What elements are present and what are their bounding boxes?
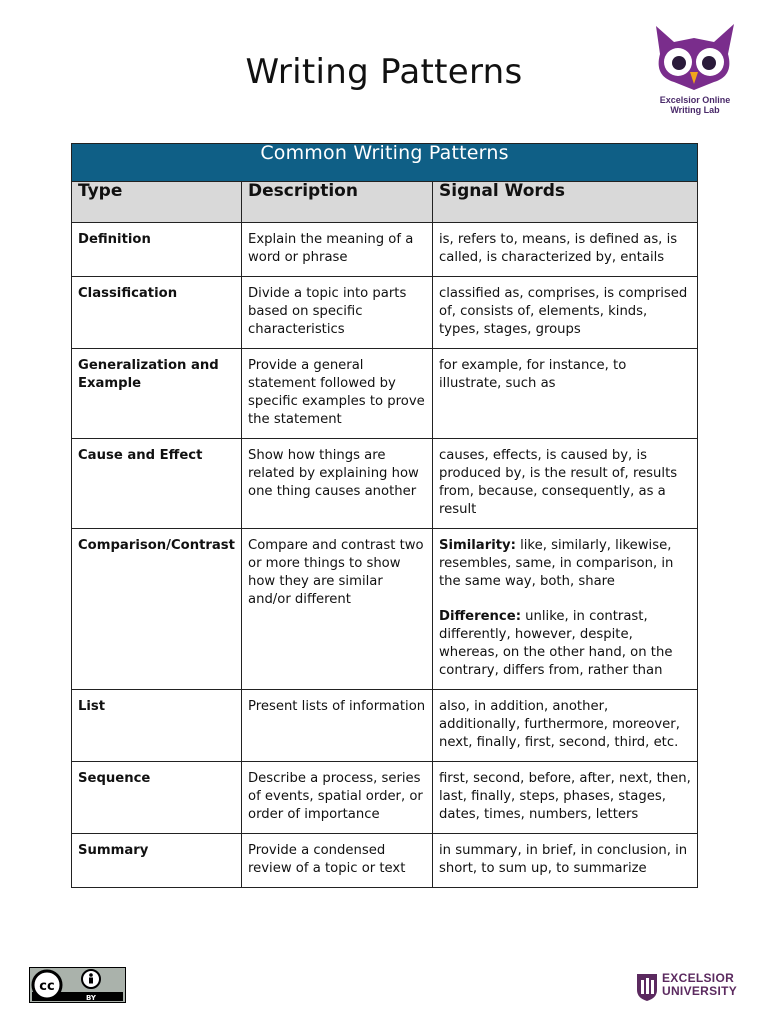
difference-words: unlike, in contrast, differently, however, despite, whereas, on the other hand, on the contrary, differs from, rather than — [439, 609, 673, 678]
table-row — [72, 762, 698, 834]
difference-paragraph — [439, 608, 691, 680]
signal-words-cell: causes, effects, is caused by, is produced by, is the result of, results from, because, consequently, as a result — [433, 439, 698, 529]
table-row — [72, 439, 698, 529]
table-row — [72, 349, 698, 439]
table-row — [72, 277, 698, 349]
description-cell: Divide a topic into parts based on specific characteristics — [242, 277, 433, 349]
type-cell: Summary — [72, 834, 242, 888]
description-cell: Present lists of information — [242, 690, 433, 762]
type-cell: Classification — [72, 277, 242, 349]
type-cell: Generalization and Example — [72, 349, 242, 439]
difference-label: Difference: — [439, 609, 521, 624]
type-cell: Sequence — [72, 762, 242, 834]
column-header-signal-words: Signal Words — [433, 182, 698, 223]
type-cell: List — [72, 690, 242, 762]
description-cell: Compare and contrast two or more things to show how they are similar and/or different — [242, 529, 433, 690]
svg-text:cc: cc — [39, 979, 55, 994]
column-header-description: Description — [242, 182, 433, 223]
table-row — [72, 834, 698, 888]
signal-words-cell: classified as, comprises, is comprised of, consists of, elements, kinds, types, stages, groups — [433, 277, 698, 349]
column-header-type: Type — [72, 182, 242, 223]
table-row — [72, 690, 698, 762]
signal-words-cell — [433, 529, 698, 690]
similarity-label: Similarity: — [439, 538, 516, 553]
description-cell: Provide a general statement followed by specific examples to prove the statement — [242, 349, 433, 439]
table-caption: Common Writing Patterns — [72, 144, 698, 182]
type-cell: Definition — [72, 223, 242, 277]
signal-words-cell: first, second, before, after, next, then, last, finally, steps, phases, stages, dates, times, numbers, letters — [433, 762, 698, 834]
writing-patterns-table — [71, 143, 698, 888]
signal-words-cell: for example, for instance, to illustrate, such as — [433, 349, 698, 439]
description-cell: Provide a condensed review of a topic or text — [242, 834, 433, 888]
similarity-words: like, similarly, likewise, resembles, same, in comparison, in the same way, both, share — [439, 538, 674, 589]
type-cell: Comparison/Contrast — [72, 529, 242, 690]
license-label: BY — [85, 994, 97, 1002]
table-row — [72, 529, 698, 690]
owl-logo-text: Excelsior Online Writing Lab — [659, 95, 731, 115]
type-cell: Cause and Effect — [72, 439, 242, 529]
description-cell: Describe a process, series of events, spatial order, or order of importance — [242, 762, 433, 834]
cc-by-license-icon — [29, 967, 126, 1003]
similarity-paragraph — [439, 537, 691, 591]
university-name: EXCELSIOR UNIVERSITY — [662, 971, 738, 998]
table-row — [72, 223, 698, 277]
signal-words-cell: also, in addition, another, additionally, furthermore, moreover, next, finally, first, second, third, etc. — [433, 690, 698, 762]
description-cell: Explain the meaning of a word or phrase — [242, 223, 433, 277]
description-cell: Show how things are related by explaining how one thing causes another — [242, 439, 433, 529]
signal-words-cell: is, refers to, means, is defined as, is called, is characterized by, entails — [433, 223, 698, 277]
signal-words-cell: in summary, in brief, in conclusion, in short, to sum up, to summarize — [433, 834, 698, 888]
page-title: Writing Patterns — [245, 52, 523, 92]
